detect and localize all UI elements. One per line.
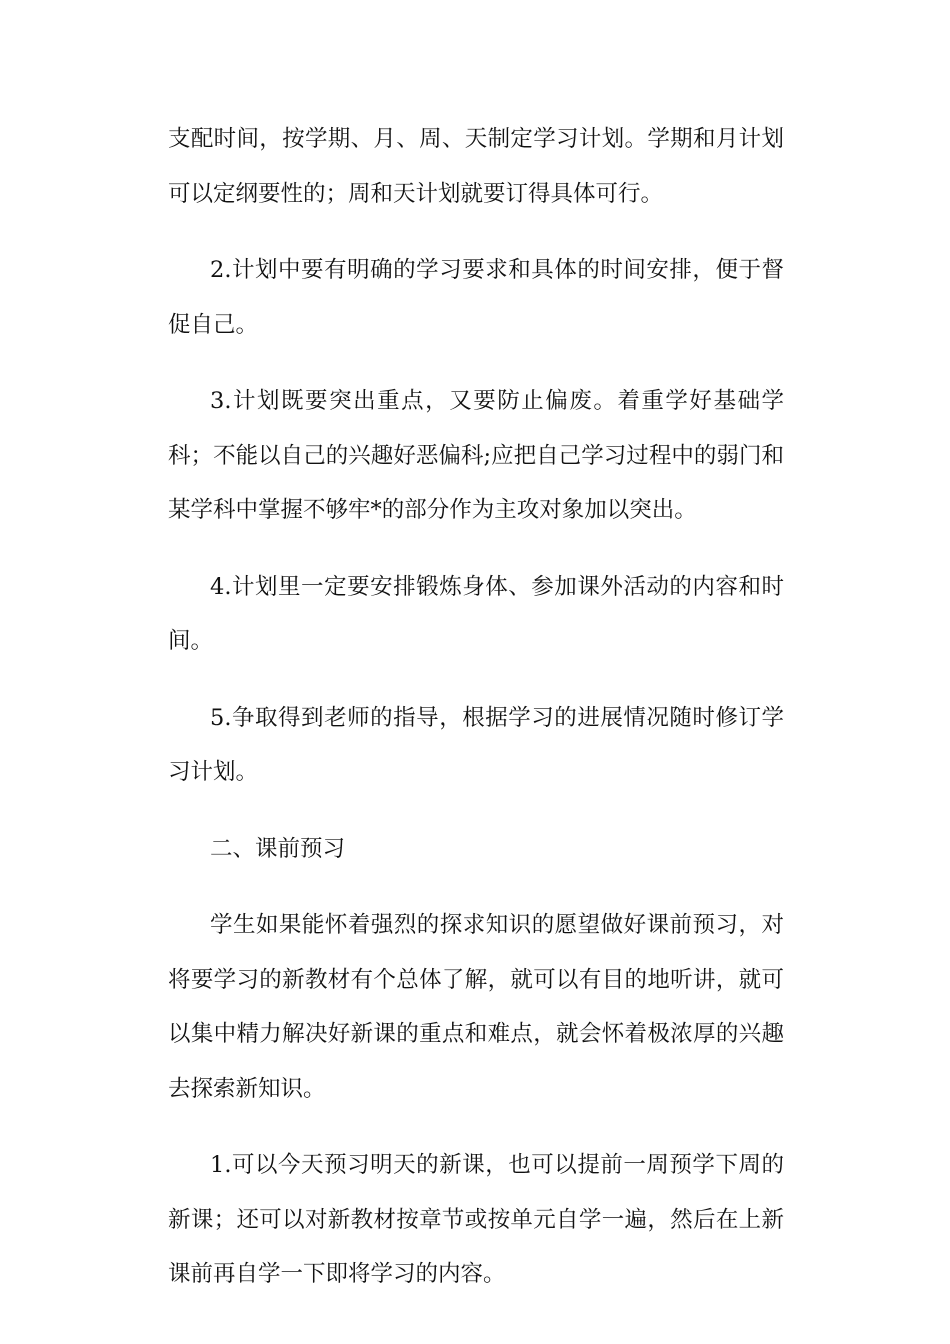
paragraph-continuation: 支配时间，按学期、月、周、天制定学习计划。学期和月计划可以定纲要性的；周和天计划就要订得具体可行。 (168, 126, 784, 207)
paragraph-plan-item-4: 4.计划里一定要安排锻炼身体、参加课外活动的内容和时间。 (168, 573, 784, 654)
paragraph-plan-item-3: 3.计划既要突出重点，又要防止偏废。着重学好基础学科；不能以自己的兴趣好恶偏科;应把自己学习过程中的弱门和某学科中掌握不够牢*的部分作为主攻对象加以突出。 (168, 388, 784, 523)
section-heading-preview: 二、课前预习 (210, 835, 346, 862)
document-page (168, 112, 784, 1324)
paragraph-plan-item-2: 2.计划中要有明确的学习要求和具体的时间安排，便于督促自己。 (168, 257, 784, 338)
paragraph-preview-item-1: 1.可以今天预习明天的新课，也可以提前一周预学下周的新课；还可以对新教材按章节或按单元自学一遍，然后在上新课前再自学一下即将学习的内容。 (168, 1152, 784, 1287)
paragraph-preview-intro: 学生如果能怀着强烈的探求知识的愿望做好课前预习，对将要学习的新教材有个总体了解，就可以有目的地听讲，就可以集中精力解决好新课的重点和难点，就会怀着极浓厚的兴趣去探索新知识。 (168, 912, 784, 1102)
paragraph-plan-item-5: 5.争取得到老师的指导，根据学习的进展情况随时修订学习计划。 (168, 704, 784, 785)
